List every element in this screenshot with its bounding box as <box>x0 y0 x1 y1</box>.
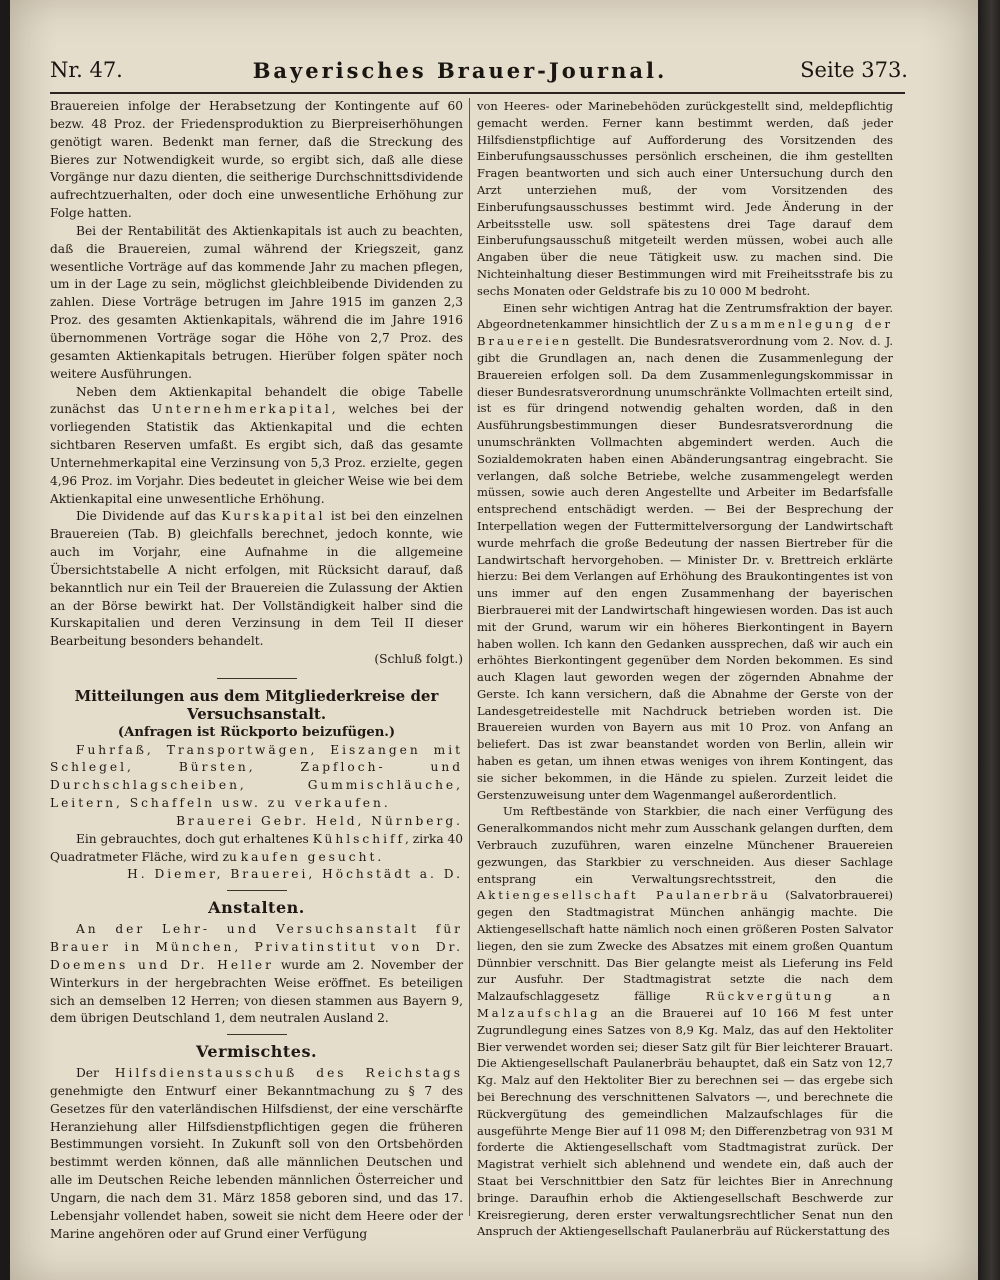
separator <box>227 1034 287 1035</box>
right-column <box>477 98 893 1240</box>
journal-title: Bayerisches Brauer-Journal. <box>252 58 668 83</box>
separator <box>227 890 287 891</box>
header-rule <box>50 92 905 94</box>
advertiser: Brauerei Gebr. Held, Nürnberg. <box>176 813 463 828</box>
paragraph: Der Hilfsdienstausschuß des Reichstags genehmigte den Entwurf einer Bekanntmachung zu § 7 des Gesetzes für den vaterländischen Hilfsdienst, der eine verschärfte Heranziehung aller Hilfsdienstpflichtigen gegen die früheren Bestimmungen vorsieht. In Zukunft soll von den Ortsbehörden bestimmt werden können, daß alle männlichen Deutschen und alle im Deutschen Reiche lebenden männlichen Österreicher und Ungarn, die nach dem 31. März 1858 geboren sind, und das 17. Lebensjahr vollendet haben, soweit sie nicht dem Heere oder der Marine angehören oder auf Grund einer Verfügung <box>50 1066 463 1241</box>
separator <box>217 678 297 679</box>
paragraph: Bei der Rentabilität des Aktienkapitals ist auch zu beachten, daß die Brauereien, zumal während der Kriegszeit, ganz wesentliche Vorträge auf das kommende Jahr zu machen pflegen, um in der Lage zu sein, möglichst gleichbleibende Dividenden zu zahlen. Diese Vorträge betrugen im Jahre 1915 im ganzen 2,3 Proz. des gesamten Aktienkapitals, während die im Jahre 1916 übernommenen Vorträge sogar die Höhe von 2,7 Proz. des gesamten Aktienkapitals betrugen. Hierüber folgen später noch weitere Ausführungen. <box>50 223 463 381</box>
section-heading: Anstalten. <box>208 898 305 918</box>
paragraph: Die Dividende auf das Kurskapital ist bei den einzelnen Brauereien (Tab. B) gleichfalls berechnet, jedoch konnte, wie auch im Vorjahr, eine Aufnahme in die allgemeine Übersichtstabelle A nicht erfolgen, mit Rücksicht darauf, daß bekanntlich nur ein Teil der Brauereien die Zulassung der Aktien an der Börse bewirkt hat. Der Vollständigkeit halber sind die Kurskapitalien und deren Verzinsung in dem Teil II dieser Bearbeitung besonders behandelt. <box>50 509 464 649</box>
paragraph: Einen sehr wichtigen Antrag hat die Zentrumsfraktion der bayer. Abgeordnetenkammer hinsichtlich der Zusammenlegung der Brauereien gestellt. Die Bundesratsverordnung vom 2. Nov. d. J. gibt die Grundlagen an, nach denen die Zusammenlegung der Brauereien erfolgen soll. Da dem Zusammenlegungskommissar in dieser Bundesratsverordnung unumschränkte Vollmachten erteilt sind, ist es für dringend notwendig gehalten worden, daß in den Ausführungsbestimmungen dieser Bundesratsverordnung die unumschränkten Vollmachten abgemindert werden. Auch die Sozialdemokraten haben einen Abänderungsantrag eingebracht. Sie verlangen, daß solche Betriebe, welche zusammengelegt werden müssen, sowie auch deren Angestellte und Arbeiter im Bedarfsfalle entsprechend entschädigt werden. — Bei der Besprechung der Interpellation wegen der Futtermittelversorgung der Landwirtschaft wurde mehrfach die große Bedeutung der nassen Biertreber für die Landwirtschaft hervorgehoben. — Minister Dr. v. Brettreich erklärte hierzu: Bei dem Verlangen auf Erhöhung des Braukontingentes ist von uns immer auf den engen Zusammenhang der bayerischen Bierbrauerei mit der Landwirtschaft hingewiesen worden. Das ist auch mit der Grund, warum wir ein höheres Bierkontingent in Bayern haben wollen. Ich kann den Gedanken aussprechen, daß wir auch ein erhöhtes Bierkontingent gegenüber dem Norden bekommen. Es sind auch Klagen laut geworden wegen der zögernden Abnahme der Gerste. Ich kann versichern, daß die Abnahme der Gerste von der Landesgetreidestelle mit Nachdruck betrieben worden ist. Die Brauereien wurden von Bayern aus mit 10 Proz. von Anfang an beliefert. Das ist zwar beanstandet worden von Berlin, allein wir haben es getan, um ihnen etwas weniges von ihrem Kontingent, das sie sicher bekommen, in die Hände zu spielen. Zurzeit leidet die Gerstenzuweisung unter dem Wagenmangel außerordentlich. <box>477 300 893 802</box>
paragraph: Um Reftbestände von Starkbier, die nach einer Verfügung des Generalkommandos nicht mehr zum Ausschank gelangen durften, dem Verbrauch zuzuführen, waren einzelne Münchener Brauereien gezwungen, das Starkbier zu verschneiden. Aus dieser Sachlage entsprang ein Verwaltungsrechtsstreit, den die Aktiengesellschaft Paulanerbräu (Salvatorbrauerei) gegen den Stadtmagistrat München anhängig machte. Die Aktiengesellschaft hatte nämlich noch einen größeren Posten Salvator liegen, den sie zum Zwecke des Absatzes mit einem großen Quantum Dünnbier verschnitt. Das Bier gelangte meist als Lieferung ins Feld zur Ausfuhr. Der Stadtmagistrat setzte die nach dem Malzaufschlaggesetz fällige Rückvergütung an Malzaufschlag an die Brauerei auf 10 166 M fest unter Zugrundlegung eines Satzes von 8,9 Kg. Malz, das auf den Hektoliter Bier verwendet worden sei; dieser Satz gilt für Bier leichterer Brauart. Die Aktiengesellschaft Paulanerbräu behauptet, daß ein Satz von 12,7 Kg. Malz auf den Hektoliter Bier zu berechnen sei — das ergebe sich bei Berechnung des verschnittenen Salvators —, und berechnete die Rückvergütung des gemeindlichen Malzaufschlages für die ausgeführte Menge Bier auf 11 098 M; den Differenzbetrag von 931 M forderte die Aktiengesellschaft vom Stadtmagistrat zurück. Der Magistrat verhielt sich ablehnend und wendete ein, daß auch der Staat bei Verschnittbier den Satz für leichtes Bier in Anrechnung bringe. Daraufhin erhob die Aktiengesellschaft Beschwerde zur Kreisregierung, deren erster verwaltungsrechtlicher Senat nun den Anspruch der Aktiengesellschaft Paulanerbräu auf Rückerstattung des <box>477 804 893 1239</box>
section-subheading: (Anfragen ist Rückporto beizufügen.) <box>117 724 396 740</box>
page-header <box>50 58 908 88</box>
advertiser: H. Diemer, Brauerei, Höchstädt a. D. <box>127 867 463 882</box>
book-edge <box>978 0 1000 1280</box>
column-divider <box>469 98 470 1216</box>
issue-number: Nr. 47. <box>50 58 123 82</box>
left-column <box>50 98 463 1243</box>
section-heading: Mitteilungen aus dem Mitgliederkreise der Versuchsanstalt. <box>74 687 439 723</box>
left-gutter <box>0 0 10 1280</box>
paragraph: Brauereien infolge der Herabsetzung der Kontingente auf 60 bezw. 48 Proz. der Friedensproduktion zu Bierpreiserhöhungen genötigt waren. Bedenkt man ferner, daß die Streckung des Bieres zur Notwendigkeit wurde, so ergibt sich, daß alle diese Vorgänge nur dazu dienten, die seitherige Durchschnittsdividende aufrechtzuerhalten, oder doch eine unwesentliche Erhöhung zur Folge hatten. <box>50 99 463 221</box>
advertisement: Ein gebrauchtes, doch gut erhaltenes Kühlschiff, zirka 40 Quadratmeter Fläche, wird zu kaufen gesucht. <box>50 831 464 864</box>
section-heading: Vermischtes. <box>195 1042 318 1062</box>
paragraph: An der Lehr- und Versuchsanstalt für Brauer in München, Privatinstitut von Dr. Doemens und Dr. Heller wurde am 2. November der Winterkurs in der hergebrachten Weise eröffnet. Es beteiligen sich an demselben 12 Herren; von diesen stammen aus Bayern 9, dem übrigen Deutschland 1, dem neutralen Ausland 2. <box>50 922 464 1026</box>
spaced-term: Kurskapital <box>221 509 326 524</box>
paragraph: Neben dem Aktienkapital behandelt die obige Tabelle zunächst das Unternehmerkapital, welches bei der vorliegenden Statistik das Aktienkapital und die echten sichtbaren Reserven umfaßt. Es ergibt sich, daß das gesamte Unternehmerkapital eine Verzinsung von 5,3 Proz. erzielte, gegen 4,96 Proz. im Vorjahr. Dies bedeutet in gleicher Weise wie bei dem Aktienkapital eine unwesentliche Erhöhung. <box>50 384 463 506</box>
page-number: Seite 373. <box>800 58 908 82</box>
advertisement: Fuhrfaß, Transportwägen, Eiszangen mit Schlegel, Bürsten, Zapfloch- und Durchschlagscheiben, Gummischläuche, Leitern, Schaffeln usw. zu verkaufen. <box>50 742 463 811</box>
paragraph: von Heeres- oder Marinebehöden zurückgestellt sind, meldepflichtig gemacht werden. Ferner kann bestimmt werden, daß jeder Hilfsdienstpflichtige auf Aufforderung des Vorsitzenden des Einberufungsausschusses persönlich erscheinen, die ihm gestellten Fragen beantworten und sich auch einer Untersuchung durch den Arzt unterziehen muß, der vom Vorsitzenden des Einberufungsausschusses bestimmt wird. Jede Änderung in der Arbeitsstelle usw. soll spätestens drei Tage darauf dem Einberufungsausschuß mitgeteilt werden müssen, wobei auch alle Angaben über die neue Tätigkeit usw. zu machen sind. Die Nichteinhaltung dieser Bestimmungen wird mit Freiheitsstrafe bis zu sechs Monaten oder Geldstrafe bis zu 10 000 M bedroht. <box>477 99 893 298</box>
continuation-note: (Schluß folgt.) <box>374 652 463 667</box>
spaced-term: Unternehmerkapital <box>151 402 332 417</box>
